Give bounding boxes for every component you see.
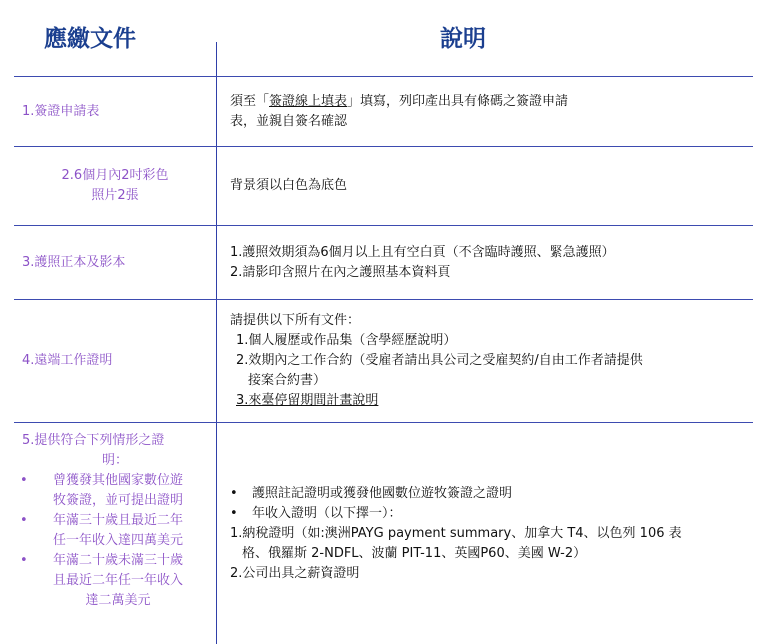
desc-bullet: [230, 504, 758, 524]
online-form-link[interactable]: 簽證線上填表: [269, 93, 348, 109]
bullet-text: 年收入證明（以下擇一）：: [252, 505, 402, 521]
bullet-text: 年滿三十歲且最近二年: [52, 513, 183, 528]
eligibility-bullet: [14, 511, 216, 551]
doc-label: 明：: [101, 453, 128, 468]
desc-item: 1.個人履歷或作品集（含學經歷說明）: [236, 333, 457, 348]
bullet-icon: •: [230, 485, 238, 501]
eligibility-bullet: [14, 551, 216, 611]
doc-label: 5.提供符合下列情形之證: [22, 433, 165, 448]
bullet-text: 牧簽證，並可提出證明: [52, 493, 183, 508]
bullet-text: 曾獲發其他國家數位遊: [52, 473, 183, 488]
desc-line: [230, 92, 758, 112]
desc-visa-application: [230, 77, 758, 146]
bullet-icon: •: [20, 513, 28, 528]
desc-item: 2.公司出具之薪資證明: [230, 565, 360, 581]
stay-plan-link[interactable]: 3.來臺停留期間計畫說明: [236, 393, 379, 408]
desc-line: 表，並親自簽名確認: [230, 113, 348, 129]
desc-photos: [230, 147, 758, 225]
desc-item: 2.效期內之工作合約（受雇者請出具公司之受雇契約/自由工作者請提供: [236, 353, 643, 368]
desc-passport: [230, 226, 758, 299]
doc-label: 4.遠端工作證明: [22, 353, 113, 368]
desc-item: 1.護照效期須為6個月以上且有空白頁（不含臨時護照、緊急護照）: [230, 244, 615, 260]
header-documents: 應繳文件: [44, 26, 136, 52]
doc-label: 1.簽證申請表: [22, 103, 100, 119]
desc-eligibility: [230, 423, 758, 644]
bullet-text: 達二萬美元: [85, 593, 151, 608]
bullet-text: 護照註記證明或獲發他國數位遊牧簽證之證明: [252, 485, 513, 501]
desc-item: 格、俄羅斯 2-NDFL、波蘭 PIT-11、英國P60、美國 W-2）: [242, 545, 587, 561]
desc-item: 1.納稅證明（如:澳洲PAYG payment summary、加拿大 T4、以色列 106 表: [230, 525, 682, 541]
desc-text: 」填寫，列印產出具有條碼之簽證申請: [347, 93, 569, 109]
doc-passport: [14, 226, 216, 299]
eligibility-bullet: [14, 471, 216, 511]
doc-label: 3.護照正本及影本: [22, 254, 126, 270]
desc-item: 2.請影印含照片在內之護照基本資料頁: [230, 264, 451, 280]
desc-item: 接案合約書）: [248, 373, 327, 388]
bullet-icon: •: [230, 505, 238, 521]
doc-photos: [14, 147, 216, 225]
bullet-text: 年滿二十歲未滿三十歲: [52, 553, 183, 568]
desc-intro: 請提供以下所有文件：: [230, 313, 361, 328]
bullet-text: 任一年收入達四萬美元: [52, 533, 183, 548]
bullet-icon: •: [20, 553, 28, 568]
desc-line: 背景須以白色為底色: [230, 178, 348, 193]
column-divider: [216, 42, 217, 644]
desc-bullet: [230, 484, 758, 504]
doc-label: 照片2張: [91, 188, 139, 203]
bullet-text: 且最近二年任一年收入: [52, 573, 183, 588]
desc-text: 須至「: [230, 93, 270, 109]
doc-visa-application: [14, 77, 216, 146]
doc-remote-work: [14, 300, 216, 422]
doc-label: 2.6個月內2吋彩色: [61, 168, 169, 183]
header-description: 說明: [440, 26, 486, 52]
bullet-icon: •: [20, 473, 28, 488]
desc-remote-work: [230, 300, 758, 422]
doc-eligibility: [14, 423, 216, 644]
